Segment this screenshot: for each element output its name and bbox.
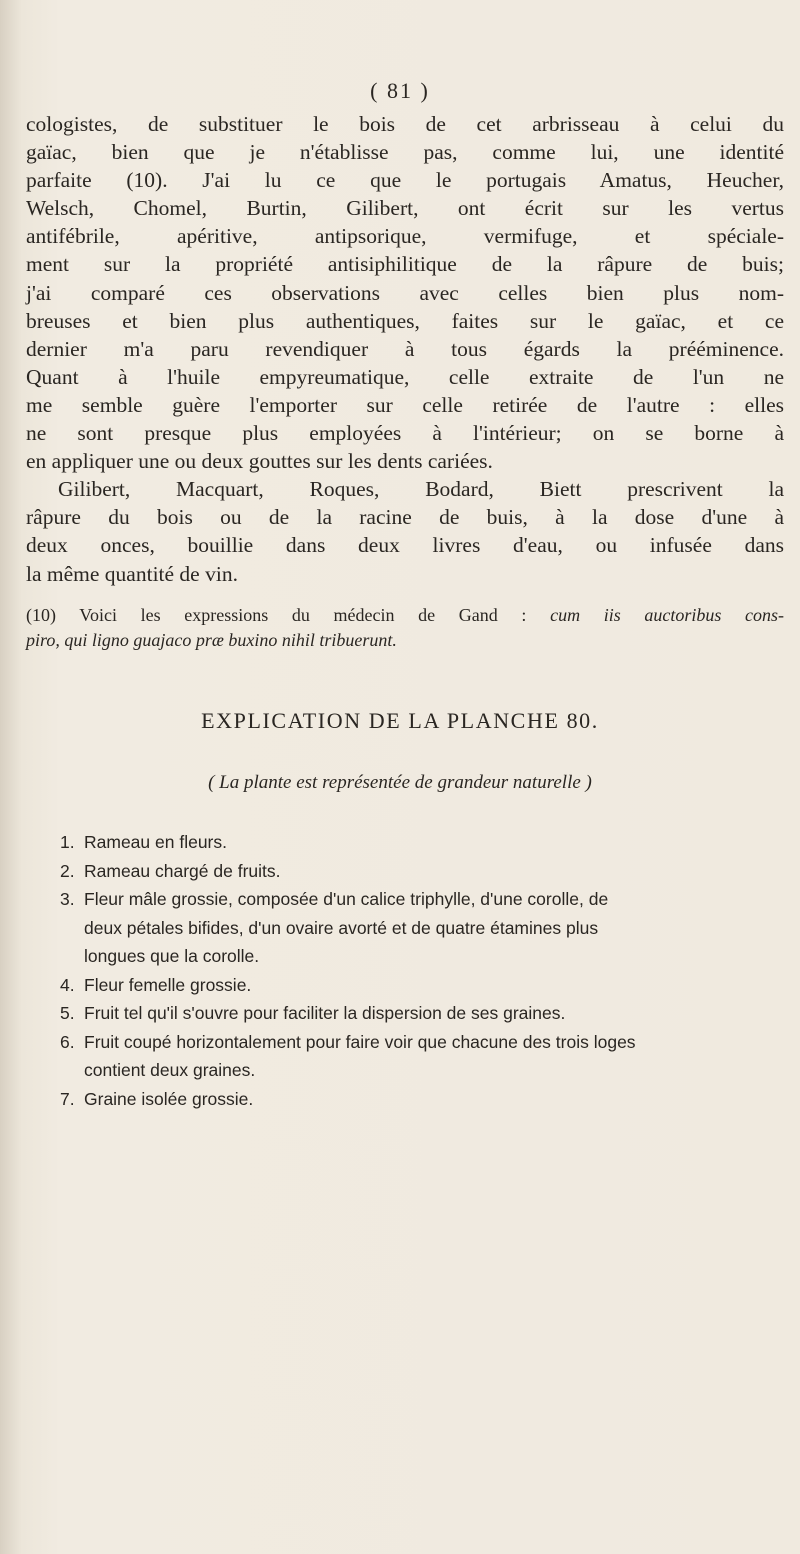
item-number: 3. — [60, 889, 75, 909]
item-number: 5. — [60, 1003, 75, 1023]
footnote-latin-line: piro, qui ligno guajaco præ buxino nihil tribuerunt. — [26, 630, 397, 650]
item-text: Fruit tel qu'il s'ouvre pour faciliter la dispersion de ses graines. — [84, 1003, 566, 1023]
item-text: Rameau chargé de fruits. — [84, 860, 281, 881]
body-line: gaïac, bien que je n'établisse pas, comme lui, une identité — [26, 140, 784, 165]
body-line: dernier m'a paru revendiquer à tous égards la prééminence. — [26, 336, 784, 361]
item-continuation: contient deux graines. — [84, 1060, 256, 1080]
item-text: Fleur mâle grossie, composée d'un calice triphylle, d'une corolle, de — [84, 889, 609, 909]
body-line: râpure du bois ou de la racine de buis, à la dose d'une à — [26, 505, 784, 530]
item-continuation: longues que la corolle. — [84, 946, 260, 966]
body-line: ne sont presque plus employées à l'intérieur; on se borne à — [26, 421, 784, 446]
body-line: Welsch, Chomel, Burtin, Gilibert, ont écrit sur les vertus — [26, 196, 784, 221]
body-line: breuses et bien plus authentiques, faites sur le gaïac, et ce — [26, 308, 784, 333]
page-number: ( 81 ) — [370, 78, 430, 103]
body-line: deux onces, bouillie dans deux livres d'eau, ou infusée dans — [26, 533, 784, 558]
item-text: Fruit coupé horizontalement pour faire voir que chacune des trois loges — [84, 1031, 636, 1052]
body-line: ment sur la propriété antisiphilitique de la râpure de buis; — [26, 252, 784, 277]
body-line: Gilibert, Macquart, Roques, Bodard, Biett prescrivent la — [58, 477, 784, 502]
body-line: me semble guère l'emporter sur celle retirée de l'autre : elles — [26, 392, 784, 417]
plate-heading: EXPLICATION DE LA PLANCHE 80. — [201, 708, 599, 733]
list-item — [60, 1028, 780, 1057]
footnote-text: (10) Voici les expressions du médecin de Gand : — [26, 605, 551, 625]
item-text: Graine isolée grossie. — [84, 1088, 254, 1109]
item-text: Rameau en fleurs. — [84, 832, 227, 852]
footnote — [26, 603, 784, 653]
body-line: la même quantité de vin. — [26, 561, 238, 586]
item-number: 4. — [60, 974, 75, 995]
body-line: cologistes, de substituer le bois de cet arbrisseau à celui du — [26, 112, 784, 136]
list-item — [60, 999, 780, 1028]
body-paragraph — [26, 110, 784, 588]
item-number: 1. — [60, 832, 75, 852]
list-item — [60, 1085, 780, 1114]
list-item — [60, 828, 780, 857]
list-item — [60, 971, 780, 1000]
item-number: 6. — [60, 1031, 75, 1052]
item-text: Fleur femelle grossie. — [84, 974, 252, 995]
list-item — [60, 885, 780, 914]
body-line: parfaite (10). J'ai lu ce que le portugais Amatus, Heucher, — [26, 168, 784, 193]
item-number: 7. — [60, 1088, 75, 1109]
body-line: Quant à l'huile empyreumatique, celle extraite de l'un ne — [26, 364, 784, 389]
body-line: en appliquer une ou deux gouttes sur les dents cariées. — [26, 449, 493, 474]
list-item — [60, 857, 780, 886]
body-line: antifébrile, apéritive, antipsorique, vermifuge, et spéciale- — [26, 224, 784, 249]
plate-explanation-list — [60, 828, 780, 1113]
item-continuation: deux pétales bifides, d'un ovaire avorté et de quatre étamines plus — [84, 917, 599, 938]
item-number: 2. — [60, 860, 75, 881]
body-line: j'ai comparé ces observations avec celles bien plus nom- — [26, 280, 784, 305]
footnote-latin: cum iis auctoribus cons- — [550, 605, 785, 625]
footnote-line — [26, 603, 784, 628]
plate-subheading: ( La plante est représentée de grandeur naturelle ) — [208, 772, 592, 793]
